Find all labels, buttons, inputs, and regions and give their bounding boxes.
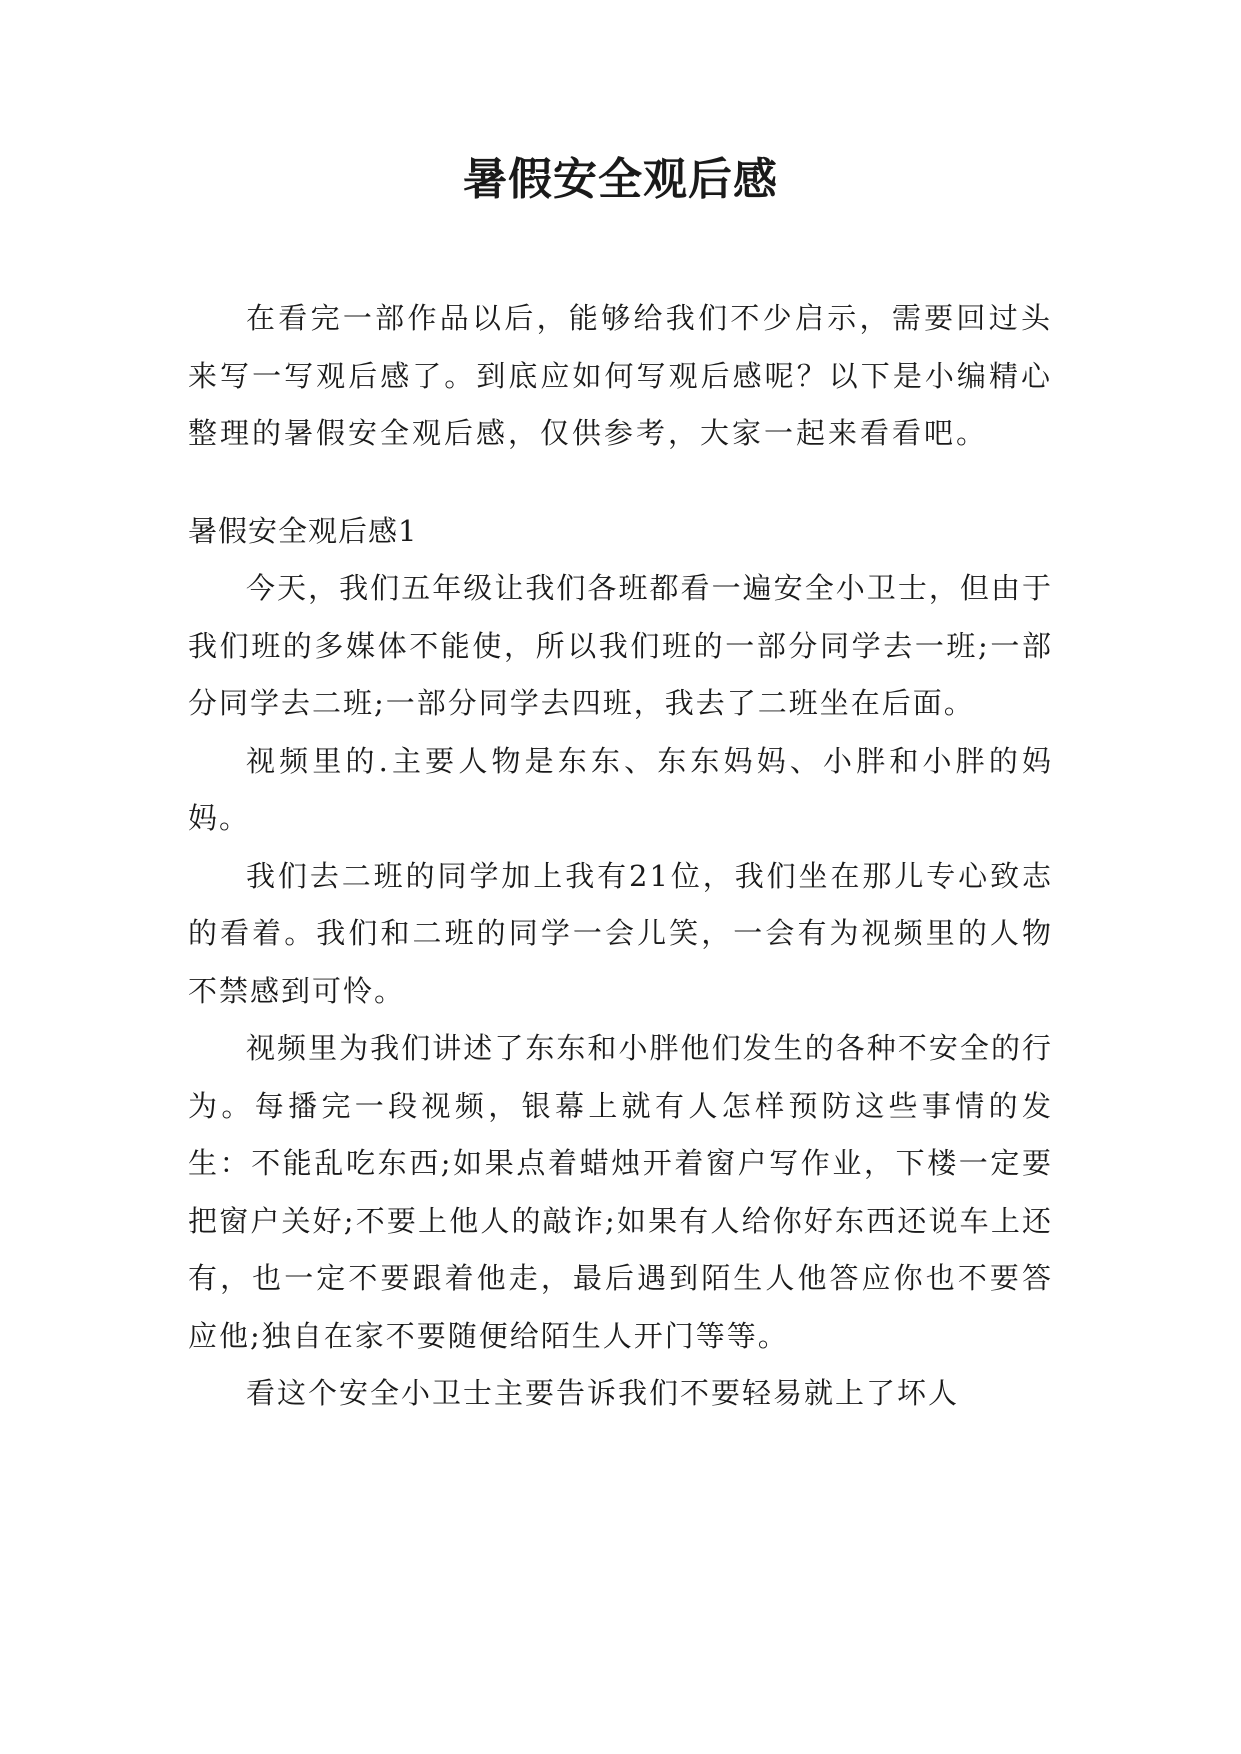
- page-title: 暑假安全观后感: [463, 154, 778, 205]
- section-heading: 暑假安全观后感1: [188, 513, 418, 548]
- body-paragraph: 看这个安全小卫士主要告诉我们不要轻易就上了坏人: [246, 1376, 960, 1410]
- intro-paragraph: 在看完一部作品以后，能够给我们不少启示，需要回过头来写一写观后感了。到底应如何写观后感呢？以下是小编精心整理的暑假安全观后感，仅供参考，大家一起来看看吧。: [188, 301, 1053, 450]
- body-paragraph: 今天，我们五年级让我们各班都看一遍安全小卫士，但由于我们班的多媒体不能使，所以我们班的一部分同学去一班;一部分同学去二班;一部分同学去四班，我去了二班坐在后面。: [188, 571, 1053, 720]
- body-paragraph: 我们去二班的同学加上我有21位，我们坐在那儿专心致志的看着。我们和二班的同学一会儿笑，一会有为视频里的人物不禁感到可怜。: [188, 858, 1053, 1008]
- document-body: [188, 290, 1053, 1423]
- body-paragraph: 视频里为我们讲述了东东和小胖他们发生的各种不安全的行为。每播完一段视频，银幕上就有人怎样预防这些事情的发生：不能乱吃东西;如果点着蜡烛开着窗户写作业，下楼一定要把窗户关好;不要上他人的敲诈;如果有人给你好东西还说车上还有，也一定不要跟着他走，最后遇到陌生人他答应你也不要答应他;独自在家不要随便给陌生人开门等等。: [188, 1031, 1053, 1353]
- body-paragraph: 视频里的.主要人物是东东、东东妈妈、小胖和小胖的妈妈。: [188, 743, 1053, 835]
